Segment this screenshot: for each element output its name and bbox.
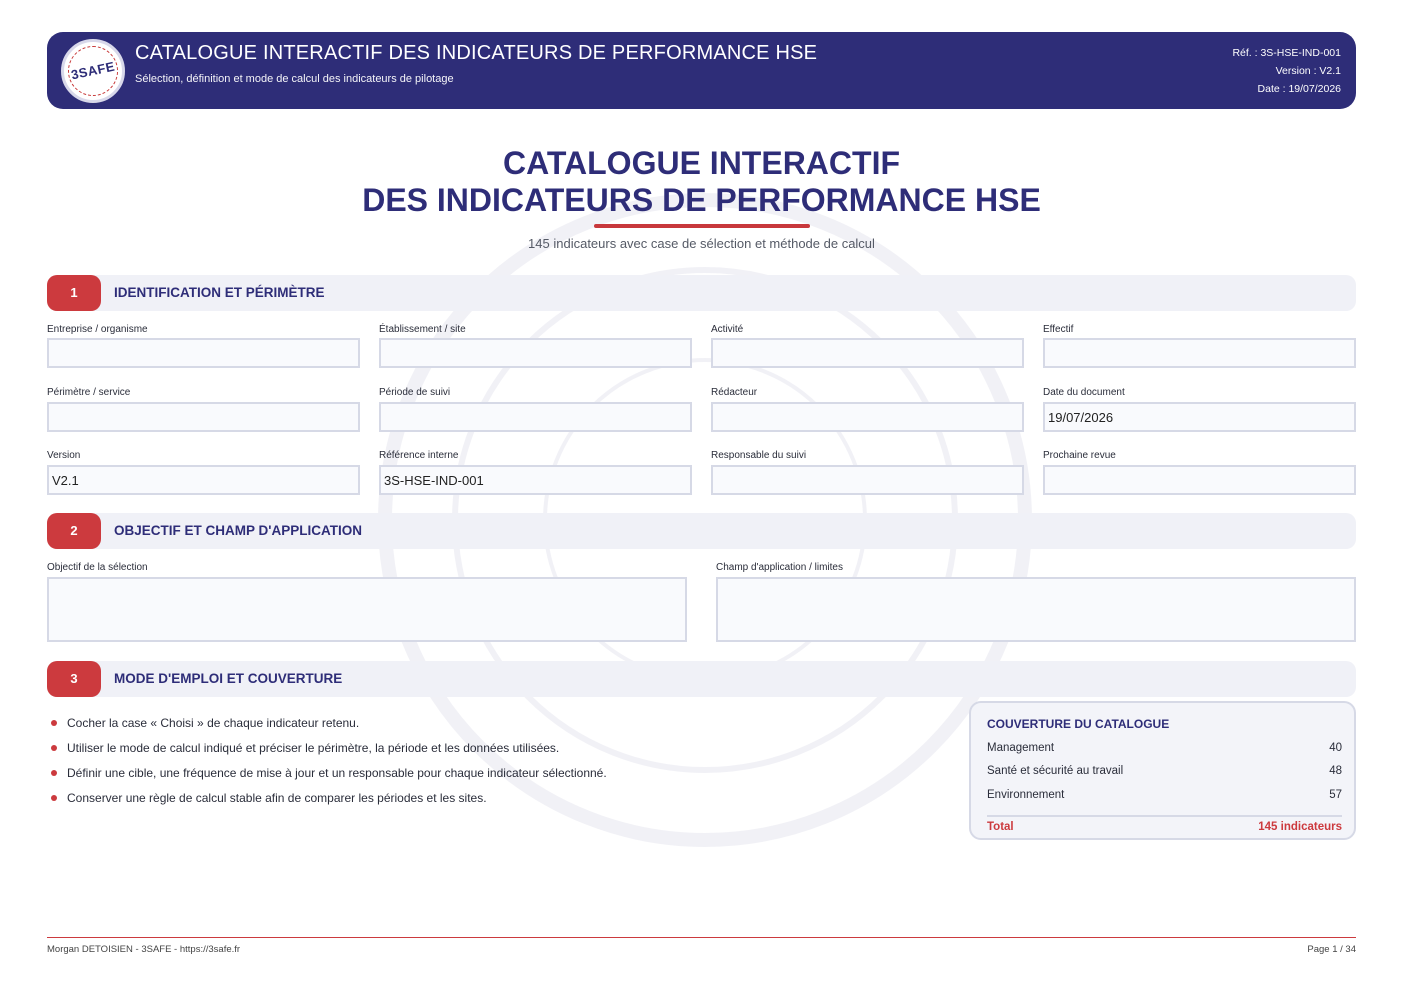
prochaine-revue-label: Prochaine revue <box>1043 450 1116 461</box>
document-meta <box>1232 44 1341 98</box>
footer-divider <box>47 937 1356 938</box>
periode-field[interactable] <box>379 402 692 432</box>
page-title-line-1: CATALOGUE INTERACTIF <box>503 145 900 181</box>
instruction-text: Conserver une règle de calcul stable afin de comparer les périodes et les sites. <box>67 791 487 805</box>
header-title: CATALOGUE INTERACTIF DES INDICATEURS DE PERFORMANCE HSE <box>135 42 818 64</box>
header-subtitle: Sélection, définition et mode de calcul des indicateurs de pilotage <box>135 73 454 85</box>
page-subtitle: 145 indicateurs avec case de sélection et méthode de calcul <box>528 236 875 251</box>
objectif-textarea[interactable] <box>47 577 687 642</box>
entreprise-label: Entreprise / organisme <box>47 324 148 335</box>
coverage-total <box>987 821 1342 833</box>
instructions-list <box>50 711 607 811</box>
page-title-line-2: DES INDICATEURS DE PERFORMANCE HSE <box>362 182 1041 218</box>
section-1-header <box>47 275 1356 311</box>
responsable-label: Responsable du suivi <box>711 450 807 461</box>
objectif-label: Objectif de la sélection <box>47 562 148 573</box>
document-reference: Réf. : 3S-HSE-IND-001 <box>1232 47 1341 59</box>
periode-label: Période de suivi <box>379 387 451 398</box>
section-number: 2 <box>47 513 101 549</box>
instruction-text: Utiliser le mode de calcul indiqué et préciser le périmètre, la période et les données utilisées. <box>67 741 560 755</box>
section-title: MODE D'EMPLOI ET COUVERTURE <box>114 671 343 686</box>
list-item <box>50 761 607 786</box>
section-title: IDENTIFICATION ET PÉRIMÈTRE <box>114 285 325 300</box>
redacteur-label: Rédacteur <box>711 387 758 398</box>
version-field[interactable] <box>47 465 360 495</box>
etablissement-field[interactable] <box>379 338 692 368</box>
instruction-text: Définir une cible, une fréquence de mise à jour et un responsable pour chaque indicateur sélectionné. <box>67 766 607 780</box>
coverage-row <box>987 742 1342 754</box>
coverage-row <box>987 789 1342 801</box>
list-item <box>50 786 607 811</box>
coverage-title: COUVERTURE DU CATALOGUE <box>987 717 1170 731</box>
footer-author: Morgan DETOISIEN - 3SAFE - https://3safe.fr <box>47 944 241 955</box>
effectif-field[interactable] <box>1043 338 1356 368</box>
version-label: Version <box>47 450 81 461</box>
prochaine-revue-field[interactable] <box>1043 465 1356 495</box>
etablissement-label: Établissement / site <box>379 324 466 335</box>
responsable-field[interactable] <box>711 465 1024 495</box>
logo-text: 3SAFE <box>69 58 117 83</box>
effectif-label: Effectif <box>1043 324 1074 335</box>
section-title: OBJECTIF ET CHAMP D'APPLICATION <box>114 523 362 538</box>
coverage-row <box>987 765 1342 777</box>
coverage-divider <box>987 815 1342 817</box>
bullet-icon <box>51 745 57 751</box>
date-document-field[interactable] <box>1043 402 1356 432</box>
coverage-row-label: Management <box>987 742 1055 754</box>
coverage-row-value: 57 <box>1329 789 1342 801</box>
footer-page-number: Page 1 / 34 <box>1307 944 1356 955</box>
perimetre-field[interactable] <box>47 402 360 432</box>
document-version: Version : V2.1 <box>1275 65 1341 77</box>
redacteur-field[interactable] <box>711 402 1024 432</box>
entreprise-field[interactable] <box>47 338 360 368</box>
coverage-row-value: 48 <box>1329 765 1342 777</box>
coverage-row-label: Environnement <box>987 789 1065 801</box>
coverage-row-value: 40 <box>1329 742 1342 754</box>
company-logo <box>61 39 125 103</box>
section-2-header <box>47 513 1356 549</box>
bullet-icon <box>51 770 57 776</box>
activite-field[interactable] <box>711 338 1024 368</box>
champ-application-textarea[interactable] <box>716 577 1356 642</box>
coverage-total-label: Total <box>987 821 1014 833</box>
list-item <box>50 711 607 736</box>
perimetre-label: Périmètre / service <box>47 387 131 398</box>
document-date: Date : 19/07/2026 <box>1257 83 1341 95</box>
coverage-total-value: 145 indicateurs <box>1258 821 1342 833</box>
champ-application-label: Champ d'application / limites <box>716 562 843 573</box>
title-underline <box>594 224 810 228</box>
list-item <box>50 736 607 761</box>
bullet-icon <box>51 720 57 726</box>
instruction-text: Cocher la case « Choisi » de chaque indicateur retenu. <box>67 716 360 730</box>
section-3-header <box>47 661 1356 697</box>
reference-label: Référence interne <box>379 450 459 461</box>
coverage-box <box>969 701 1356 840</box>
date-document-label: Date du document <box>1043 387 1125 398</box>
activite-label: Activité <box>711 324 744 335</box>
coverage-row-label: Santé et sécurité au travail <box>987 765 1124 777</box>
section-number: 1 <box>47 275 101 311</box>
bullet-icon <box>51 795 57 801</box>
header-band <box>47 32 1356 109</box>
page-title <box>0 145 1403 219</box>
reference-field[interactable] <box>379 465 692 495</box>
section-number: 3 <box>47 661 101 697</box>
